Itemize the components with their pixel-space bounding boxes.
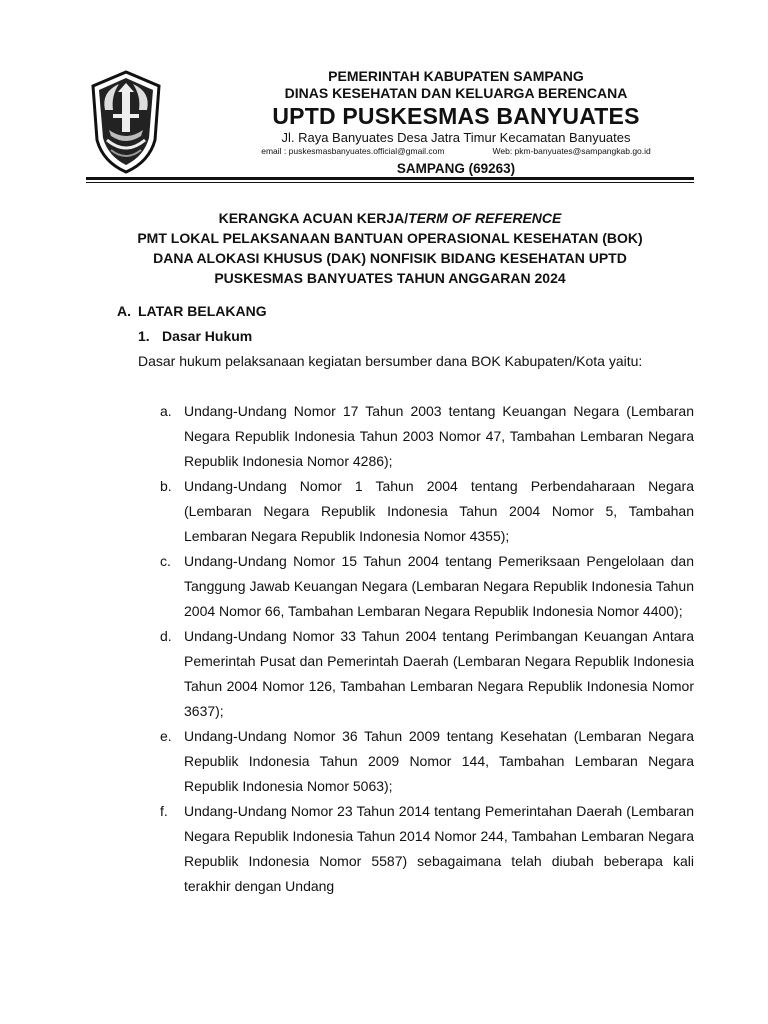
title-line-1-italic: TERM OF REFERENCE	[408, 210, 562, 226]
list-item	[160, 624, 694, 724]
list-marker: e.	[160, 728, 172, 744]
list-item-text: Undang-Undang Nomor 1 Tahun 2004 tentang Perbendaharaan Negara (Lembaran Negara Republik Indonesia Tahun 2004 Nomor 5, Tambahan Lembaran Negara Republik Indonesia Nomor 4355);	[184, 478, 694, 544]
list-item-text: Undang-Undang Nomor 23 Tahun 2014 tentang Pemerintahan Daerah (Lembaran Negara Republik Indonesia Tahun 2014 Nomor 244, Tambahan Lembaran Negara Republik Indonesia Nomor 5587) sebagaimana telah diubah beberapa kali terakhir dengan Undang	[184, 803, 694, 894]
list-item	[160, 474, 694, 549]
email-text: email : puskesmasbanyuates.official@gmail.com	[261, 146, 445, 156]
list-item-text: Undang-Undang Nomor 36 Tahun 2009 tentang Kesehatan (Lembaran Negara Republik Indonesia Tahun 2009 Nomor 144, Tambahan Lembaran Negara Republik Indonesia Nomor 5063);	[184, 728, 694, 794]
subsection-title: Dasar Hukum	[162, 328, 253, 344]
section-label: A.	[117, 303, 131, 319]
legal-basis-list	[160, 399, 694, 899]
section-heading	[117, 301, 267, 321]
subsection-label: 1.	[138, 328, 150, 344]
title-line-2: PMT LOKAL PELAKSANAAN BANTUAN OPERASIONAL KESEHATAN (BOK)	[137, 230, 643, 246]
list-item	[160, 549, 694, 624]
title-line-1	[86, 208, 694, 228]
web-text: Web: pkm-banyuates@sampangkab.go.id	[492, 146, 651, 156]
letterhead	[196, 68, 716, 178]
list-marker: f.	[160, 803, 168, 819]
list-item	[160, 724, 694, 799]
list-item-text: Undang-Undang Nomor 33 Tahun 2004 tentang Perimbangan Keuangan Antara Pemerintah Pusat dan Pemerintah Daerah (Lembaran Negara Republik Indonesia Tahun 2004 Nomor 126, Tambahan Lembaran Negara Republik Indonesia Nomor 3637);	[184, 628, 694, 719]
list-marker: c.	[160, 553, 171, 569]
city-postal-code: SAMPANG (69263)	[396, 161, 516, 176]
section-title: LATAR BELAKANG	[138, 303, 267, 319]
title-line-1-regular: KERANGKA ACUAN KERJA/	[218, 210, 409, 226]
list-marker: a.	[160, 403, 172, 419]
department-name: DINAS KESEHATAN DAN KELUARGA BERENCANA	[284, 85, 628, 101]
address: Jl. Raya Banyuates Desa Jatra Timur Kecamatan Banyuates	[281, 130, 631, 145]
list-item-text: Undang-Undang Nomor 15 Tahun 2004 tentang Pemeriksaan Pengelolaan dan Tanggung Jawab Keuangan Negara (Lembaran Negara Republik Indonesia Tahun 2004 Nomor 66, Tambahan Lembaran Negara Republik Indonesia Nomor 4400);	[184, 553, 694, 619]
government-name: PEMERINTAH KABUPATEN SAMPANG	[328, 68, 584, 84]
list-item-text: Undang-Undang Nomor 17 Tahun 2003 tentang Keuangan Negara (Lembaran Negara Republik Indonesia Tahun 2003 Nomor 47, Tambahan Lembaran Negara Republik Indonesia Nomor 4286);	[184, 403, 694, 469]
list-marker: b.	[160, 478, 172, 494]
title-line-3: DANA ALOKASI KHUSUS (DAK) NONFISIK BIDANG KESEHATAN UPTD	[153, 250, 627, 266]
title-line-4: PUSKESMAS BANYUATES TAHUN ANGGARAN 2024	[214, 270, 566, 286]
contact-line	[196, 146, 716, 157]
document-title	[86, 208, 694, 288]
sampang-regency-seal-logo	[89, 70, 163, 174]
institution-name: UPTD PUSKESMAS BANYUATES	[272, 103, 640, 129]
subsection-heading	[138, 326, 252, 346]
list-item	[160, 399, 694, 474]
list-marker: d.	[160, 628, 172, 644]
list-item	[160, 799, 694, 899]
intro-paragraph: Dasar hukum pelaksanaan kegiatan bersumber dana BOK Kabupaten/Kota yaitu:	[138, 353, 643, 369]
letterhead-thin-rule	[86, 182, 694, 183]
letterhead-thick-rule	[86, 177, 694, 180]
